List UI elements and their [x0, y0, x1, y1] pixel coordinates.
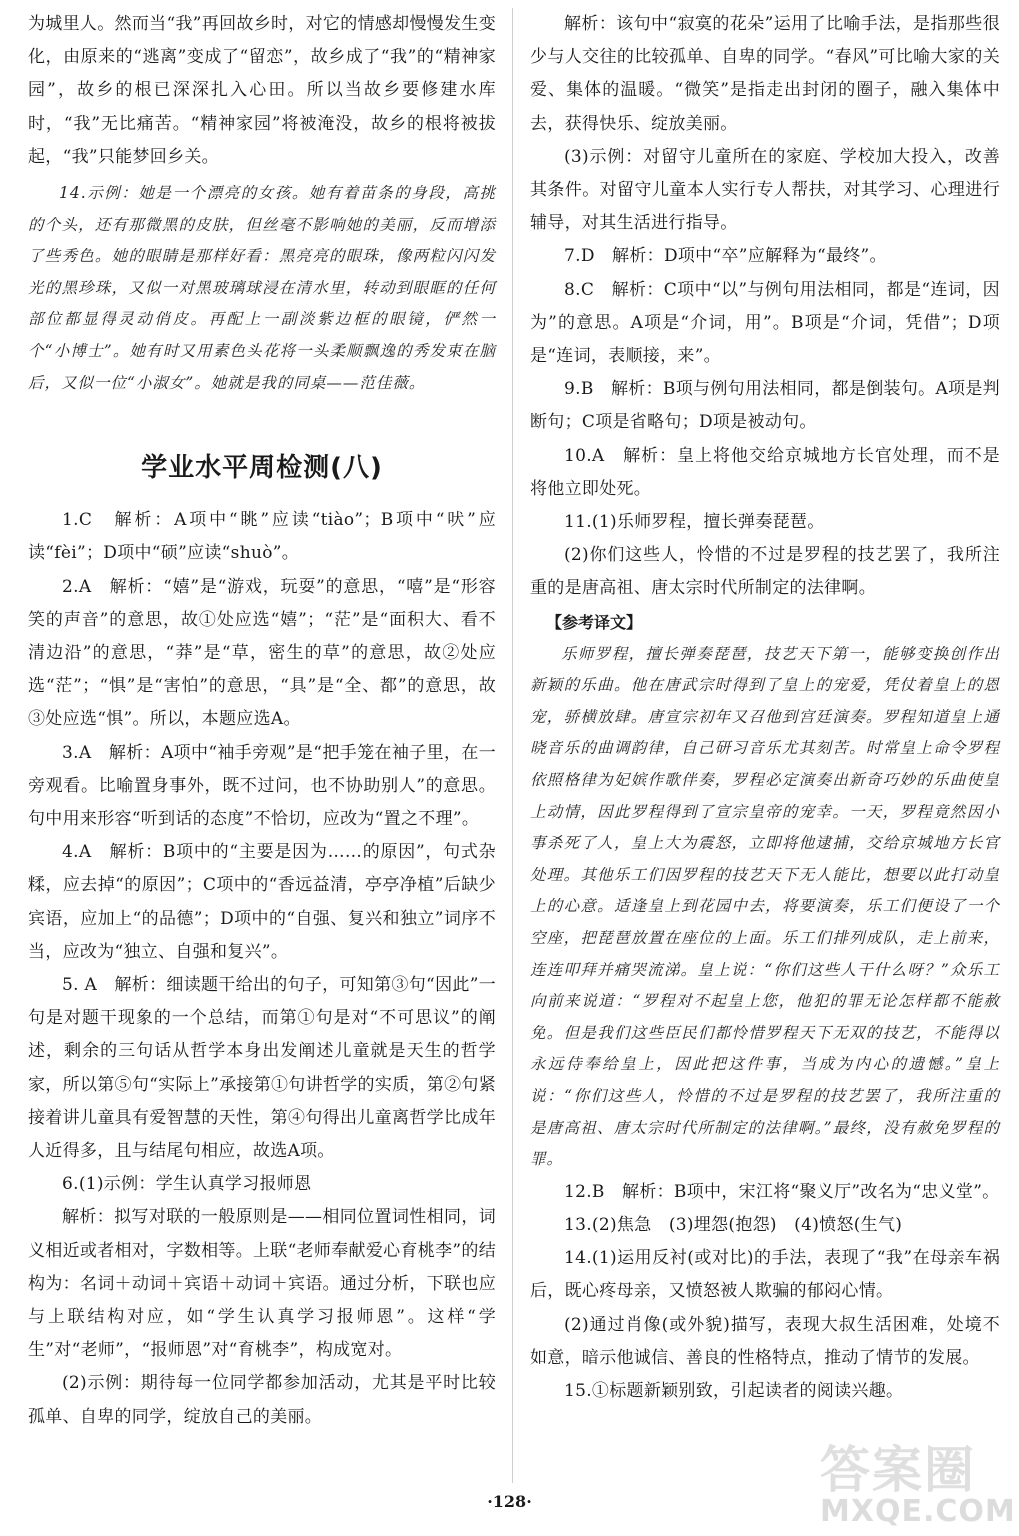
watermark-logo	[820, 1430, 1016, 1529]
column-divider	[512, 8, 513, 1483]
answer-6-3: (3)示例：对留守儿童所在的家庭、学校加大投入，改善其条件。对留守儿童本人实行专人帮扶，对其学习、心理进行辅导，对其生活进行指导。	[530, 146, 1000, 234]
answer-6-2-analysis: 解析：该句中“寂寞的花朵”运用了比喻手法，是指那些很少与人交往的比较孤单、自卑的同学。“春风”可比喻大家的关爱、集体的温暖。“微笑”是指走出封闭的圈子，融入集体中去，获得快乐、绽放美丽。	[530, 14, 1000, 134]
q14-example-paragraph: 14.示例：她是一个漂亮的女孩。她有着苗条的身段，高挑的个头，还有那微黑的皮肤，但丝毫不影响她的美丽，反而增添了些秀色。她的眼睛是那样好看：黑亮亮的眼珠，像两粒闪闪发光的黑珍珠，又似一对黑玻璃球浸在清水里，转动到眼眶的任何部位都显得灵动俏皮。再配上一副淡紫边框的眼镜，俨然一个“小博士”。她有时又用素色头花将一头柔顺飘逸的秀发束在脑后，又似一位“小淑女”。她就是我的同桌——范佳薇。	[28, 184, 496, 392]
answer-8: 8.C 解析：C项中“以”与例句用法相同，都是“连词，因为”的意思。A项是“介词，用”。B项是“介词，凭借”；D项是“连词，表顺接，来”。	[530, 279, 1000, 367]
answer-6-1: 6.(1)示例：学生认真学习报师恩	[62, 1174, 312, 1195]
answer-1: 1.C 解析：A项中“眺”应读“tiào”；B项中“吠”应读“fèi”；D项中“硕”应读“shuò”。	[28, 510, 496, 564]
page-number: ·128·	[487, 1492, 532, 1511]
right-column	[530, 8, 1000, 1408]
answer-4: 4.A 解析：B项中的“主要是因为……的原因”，句式杂糅，应去掉“的原因”；C项中的“香远益清，亭亭净植”后缺少宾语，应加上“的品德”；D项中的“自强、复兴和独立”词序不当，应改为“独立、自强和复兴”。	[28, 842, 496, 962]
intro-paragraph: 为城里人。然而当“我”再回故乡时，对它的情感却慢慢发生变化，由原来的“逃离”变成了“留恋”，故乡成了“我”的“精神家园”，故乡的根已深深扎入心田。所以当故乡要修建水库时，“我”无比痛苦。“精神家园”将被淹没，故乡的根将被拔起，“我”只能梦回乡关。	[28, 14, 496, 167]
watermark-logo-url: MXQE.COM	[820, 1494, 1016, 1529]
answer-6-2: (2)示例：期待每一位同学都参加活动，尤其是平时比较孤单、自卑的同学，绽放自己的美丽。	[28, 1373, 496, 1427]
answer-15: 15.①标题新颖别致，引起读者的阅读兴趣。	[564, 1380, 904, 1401]
watermark-logo-text: 答案圈	[820, 1441, 976, 1499]
answer-12: 12.B 解析：B项中，宋江将“聚义厅”改名为“忠义堂”。	[564, 1181, 1000, 1202]
answer-9: 9.B 解析：B项与例句用法相同，都是倒装句。A项是判断句；C项是省略句；D项是被动句。	[530, 379, 1000, 433]
answer-2: 2.A 解析：“嬉”是“游戏，玩耍”的意思，“嘻”是“形容笑的声音”的意思，故①处应选“嬉”；“茫”是“面积大、看不清边沿”的意思，“莽”是“草，密生的草”的意思，故②处应选“茫”；“惧”是“害怕”的意思，“具”是“全、都”的意思，故③处应选“惧”。所以，本题应选A。	[28, 576, 496, 730]
left-column	[28, 8, 496, 1434]
answer-3: 3.A 解析：A项中“袖手旁观”是“把手笼在袖子里，在一旁观看。比喻置身事外，既不过问，也不协助别人”的意思。句中用来形容“听到话的态度”不恰切，应改为“置之不理”。	[28, 742, 496, 829]
answer-7: 7.D 解析：D项中“卒”应解释为“最终”。	[564, 246, 887, 267]
translation-text: 乐师罗程，擅长弹奏琵琶，技艺天下第一，能够变换创作出新颖的乐曲。他在唐武宗时得到了皇上的宠爱，凭仗着皇上的恩宠，骄横放肆。唐宣宗初年又召他到宫廷演奏。罗程知道皇上通晓音乐的曲调韵律，自己研习音乐尤其刻苦。时常皇上命令罗程依照格律为妃嫔作歌伴奏，罗程必定演奏出新奇巧妙的乐曲使皇上动情，因此罗程得到了宣宗皇帝的宠幸。一天，罗程竟然因小事杀死了人，皇上大为震怒，立即将他逮捕，交给京城地方长官处理。其他乐工们因罗程的技艺天下无人能比，想要以此打动皇上的心意。适逢皇上到花园中去，将要演奏，乐工们便设了一个空座，把琵琶放置在座位的上面。乐工们排列成队，走上前来，连连叩拜并痛哭流涕。皇上说：“你们这些人干什么呀？”众乐工向前来说道：“罗程对不起皇上您，他犯的罪无论怎样都不能赦免。但是我们这些臣民们都怜惜罗程天下无双的技艺，不能得以永远侍奉给皇上，因此把这件事，当成为内心的遗憾。”皇上说：“你们这些人，怜惜的不过是罗程的技艺罢了，我所注重的是唐高祖、唐太宗时代所制定的法律啊。”最终，没有赦免罗程的罪。	[530, 644, 1000, 1169]
answer-6-analysis: 解析：拟写对联的一般原则是——相同位置词性相同，词义相近或者相对，字数相等。上联“老师奉献爱心育桃李”的结构为：名词＋动词＋宾语＋动词＋宾语。通过分析，下联也应与上联结构对应，如“学生认真学习报师恩”。这样“学生”对“老师”，“报师恩”对“育桃李”，构成宽对。	[28, 1207, 496, 1361]
answer-5: 5. A 解析：细读题干给出的句子，可知第③句“因此”一句是对题干现象的一个总结，而第①句是对“不可思议”的阐述，剩余的三句话从哲学本身出发阐述儿童就是天生的哲学家，所以第⑤句“实际上”承接第①句讲哲学的实质，第②句紧接着讲儿童具有爱智慧的天性，第④句得出儿童离哲学比成年人近得多，且与结尾句相应，故选A项。	[28, 975, 496, 1162]
answer-13: 13.(2)焦急 (3)埋怨(抱怨) (4)愤怒(生气)	[564, 1214, 903, 1235]
answer-14-2: (2)通过肖像(或外貌)描写，表现大叔生活困难，处境不如意，暗示他诚信、善良的性格特点，推动了情节的发展。	[530, 1314, 1000, 1368]
answer-14-1: 14.(1)运用反衬(或对比)的手法，表现了“我”在母亲车祸后，既心疼母亲，又愤怒被人欺骗的郁闷心情。	[530, 1248, 1000, 1302]
answer-11-1: 11.(1)乐师罗程，擅长弹奏琵琶。	[564, 512, 825, 533]
answer-10: 10.A 解析：皇上将他交给京城地方长官处理，而不是将他立即处死。	[530, 445, 1000, 499]
translation-heading: 【参考译文】	[546, 612, 643, 632]
section-title: 学业水平周检测(八)	[141, 453, 383, 484]
answer-11-2: (2)你们这些人，怜惜的不过是罗程的技艺罢了，我所注重的是唐高祖、唐太宗时代所制定的法律啊。	[530, 545, 1000, 599]
